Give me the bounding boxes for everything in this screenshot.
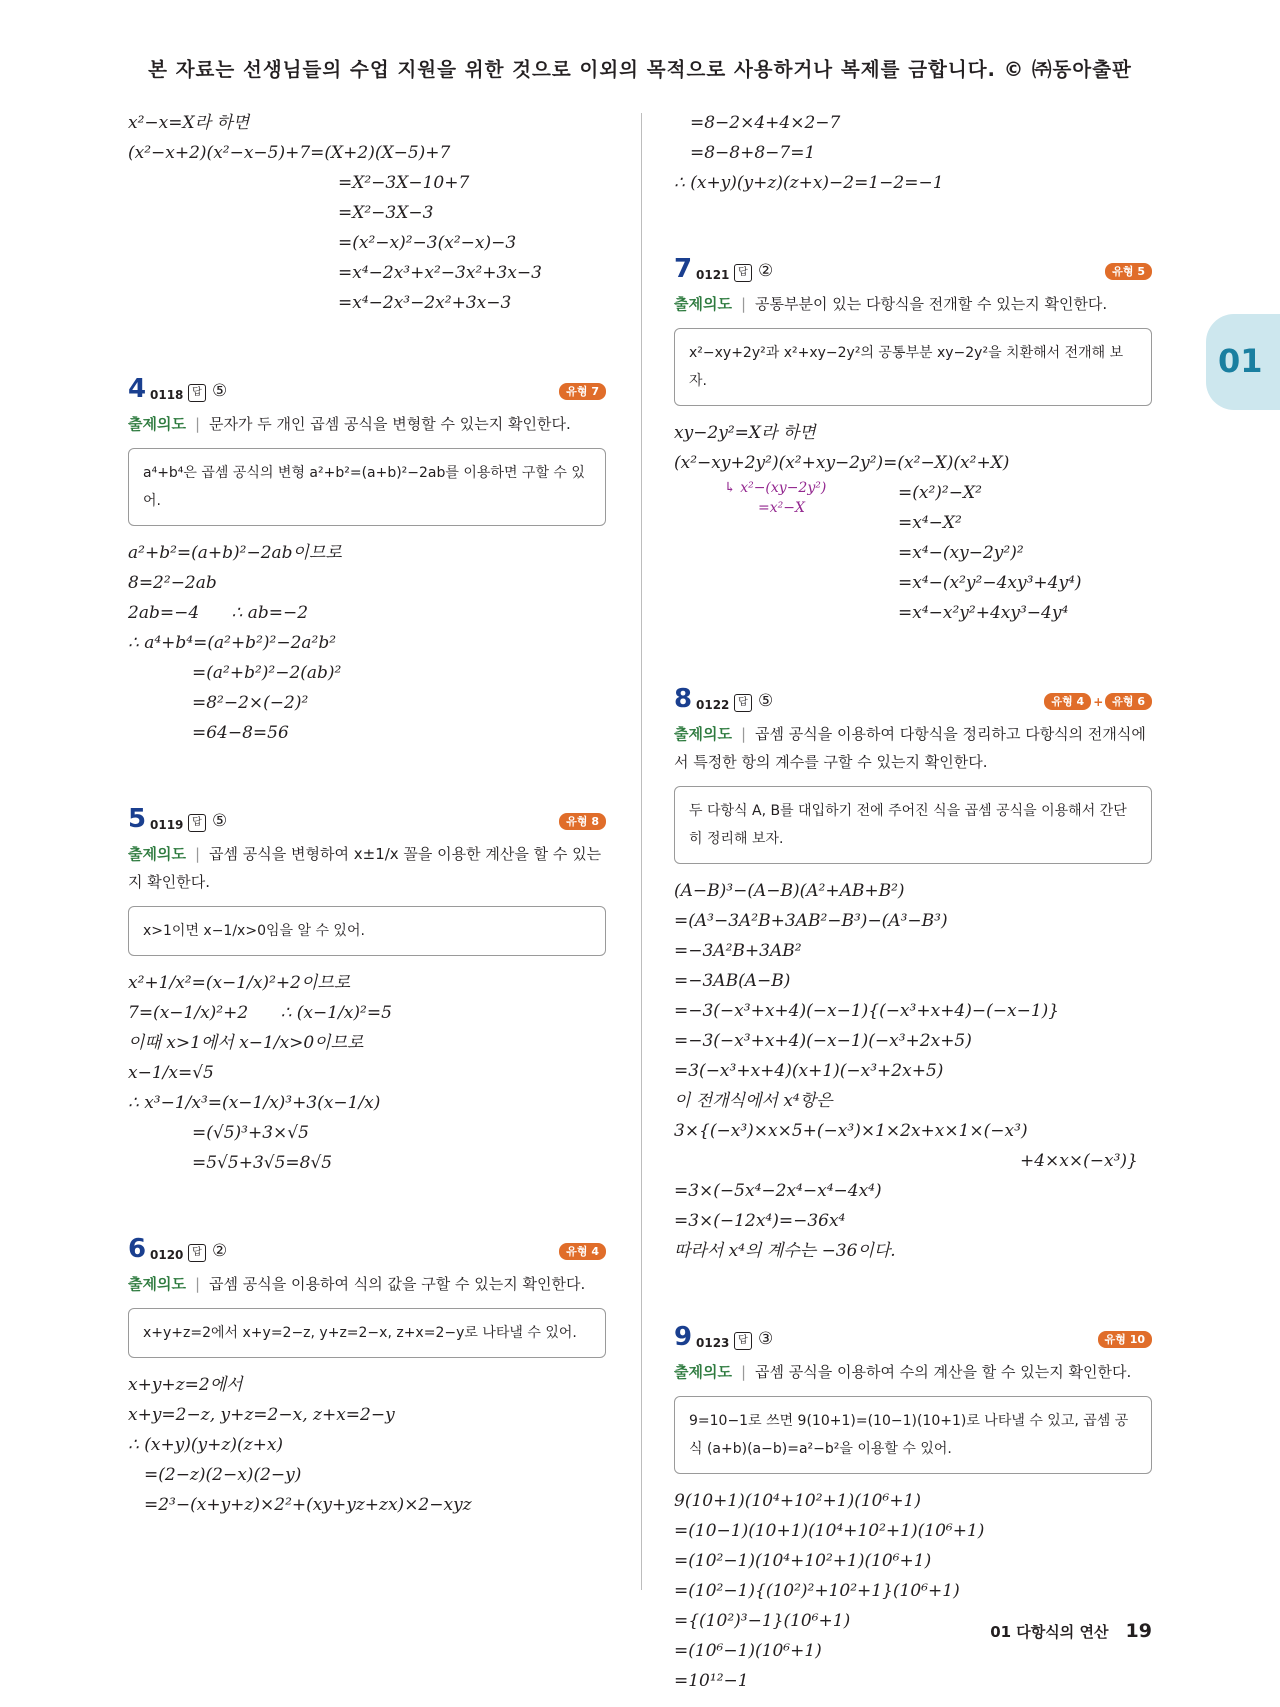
intro-solution [128,108,606,318]
math-line: (A−B)³−(A−B)(A²+AB+B²) [674,881,905,901]
hint-box: 9=10−1로 쓰면 9(10+1)=(10−1)(10+1)로 나타낼 수 있고, 곱셈 공식 (a+b)(a−b)=a²−b²을 이용할 수 있어. [674,1396,1152,1474]
problem-code: 0118 [150,388,184,402]
page-number: 19 [1125,1620,1152,1642]
math-line: =x⁴−X² [898,513,962,533]
footer-section: 01 다항식의 연산 [990,1623,1109,1641]
math-line: =(2−z)(2−x)(2−y) [144,1465,302,1485]
math-line: xy−2y²=X라 하면 [674,423,816,443]
problem-code: 0123 [696,1336,730,1350]
intent-line: 출제의도 | 공통부분이 있는 다항식을 전개할 수 있는지 확인한다. [674,295,1108,313]
badge-plus: + [1093,694,1104,709]
math-line: =8²−2×(−2)² [192,693,309,713]
annotation-line: ↳ x²−(xy−2y²) [724,480,827,496]
hint-box: x>1이면 x−1/x>0임을 알 수 있어. [128,906,606,956]
math-line: =(10²−1){(10²)²+10²+1}(10⁶+1) [674,1581,960,1601]
intent-line: 출제의도 | 곱셈 공식을 이용하여 수의 계산을 할 수 있는지 확인한다. [674,1363,1132,1381]
intent-line: 출제의도 | 곱셈 공식을 변형하여 x±1/x 꼴을 이용한 계산을 할 수 있는지 확인한다. [128,845,602,891]
math-line: =x⁴−2x³−2x²+3x−3 [338,293,512,313]
problem-header [128,376,606,410]
column-divider [641,113,642,1590]
copyright-banner: 본 자료는 선생님들의 수업 지원을 위한 것으로 이외의 목적으로 사용하거나 복제를 금합니다. © ㈜동아출판 [148,58,1132,81]
problem-answer: ⑤ [758,691,774,711]
math-line: +4×x×(−x³)} [1020,1151,1138,1171]
answer-icon: 답 [188,1244,206,1262]
answer-icon: 답 [188,814,206,832]
intent-text: 곱셈 공식을 이용하여 다항식을 정리하고 다항식의 전개식에서 특정한 항의 계수를 구할 수 있는지 확인한다. [674,725,1146,771]
math-line: ∴ (x+y)(y+z)(z+x)−2=1−2=−1 [674,173,944,193]
hint-box: a⁴+b⁴은 곱셈 공식의 변형 a²+b²=(a+b)²−2ab를 이용하면 구할 수 있어. [128,448,606,526]
problem-answer: ② [212,1241,228,1261]
problem-answer: ② [758,261,774,281]
math-line: =(10⁶−1)(10⁶+1) [674,1641,822,1661]
intent-text: 곱셈 공식을 이용하여 식의 값을 구할 수 있는지 확인한다. [209,1275,586,1293]
math-line: =(x²−x)²−3(x²−x)−3 [338,233,517,253]
type-badge: 유형 10 [1098,1331,1152,1348]
annotation-line: =x²−X [758,500,805,516]
type-badge: 유형 4 [559,1243,606,1260]
math-line: =−3(−x³+x+4)(−x−1)(−x³+2x+5) [674,1031,972,1051]
math-line: =x⁴−x²y²+4xy³−4y⁴ [898,603,1069,623]
math-line: a²+b²=(a+b)²−2ab이므로 [128,543,342,563]
problem-number: 8 [674,684,693,714]
math-line: ={(10²)³−1}(10⁶+1) [674,1611,851,1631]
math-line: =64−8=56 [192,723,289,743]
intent-label: 출제의도 [674,295,732,313]
answer-icon: 답 [188,384,206,402]
math-line: ∴ x³−1/x³=(x−1/x)³+3(x−1/x) [128,1093,381,1113]
type-badge: 유형 5 [1105,263,1152,280]
problem-header [128,1236,606,1270]
intent-text: 곱셈 공식을 변형하여 x±1/x 꼴을 이용한 계산을 할 수 있는지 확인한다. [128,845,602,891]
math-line: =3×(−12x⁴)=−36x⁴ [674,1211,846,1231]
problem-answer: ⑤ [212,381,228,401]
intent-label: 출제의도 [128,1275,186,1293]
hint-box: x²−xy+2y²과 x²+xy−2y²의 공통부분 xy−2y²을 치환해서 전개해 보자. [674,328,1152,406]
annotated-block [674,478,1152,516]
math-line: x²+1/x²=(x−1/x)²+2이므로 [128,973,351,993]
math-line: =3(−x³+x+4)(x+1)(−x³+2x+5) [674,1061,944,1081]
type-badge: 유형 4 [1044,693,1091,710]
intent-label: 출제의도 [128,845,186,863]
problem-6-continued [674,108,1152,198]
type-badge: 유형 7 [559,383,606,400]
math-line: (x²−x+2)(x²−x−5)+7=(X+2)(X−5)+7 [128,143,451,163]
type-badge: 유형 8 [559,813,606,830]
math-line: 2ab=−4 ∴ ab=−2 [128,603,309,623]
math-line: 따라서 x⁴의 계수는 −36이다. [674,1241,896,1261]
problem-5 [128,806,606,1178]
math-line: =2³−(x+y+z)×2²+(xy+yz+zx)×2−xyz [144,1495,472,1515]
math-line: =8−2×4+4×2−7 [690,113,841,133]
type-badge: 유형 6 [1105,693,1152,710]
intent-text: 곱셈 공식을 이용하여 수의 계산을 할 수 있는지 확인한다. [755,1363,1132,1381]
problem-number: 4 [128,374,147,404]
answer-icon: 답 [734,264,752,282]
problem-code: 0122 [696,698,730,712]
math-line: 9(10+1)(10⁴+10²+1)(10⁶+1) [674,1491,922,1511]
math-line: =8−8+8−7=1 [690,143,816,163]
math-line: x−1/x=√5 [128,1063,214,1083]
math-line: =5√5+3√5=8√5 [192,1153,333,1173]
substitution-note [724,478,826,518]
problem-header [674,686,1152,720]
math-line: =(√5)³+3×√5 [192,1123,309,1143]
problem-header [674,1324,1152,1358]
math-line: 3×{(−x³)×x×5+(−x³)×1×2x+x×1×(−x³) [674,1121,1028,1141]
math-line: x+y+z=2에서 [128,1375,243,1395]
math-line: x+y=2−z, y+z=2−x, z+x=2−y [128,1405,395,1425]
hint-box: 두 다항식 A, B를 대입하기 전에 주어진 식을 곱셈 공식을 이용해서 간단히 정리해 보자. [674,786,1152,864]
problem-number: 5 [128,804,147,834]
problem-header [674,256,1152,290]
math-line: =10¹²−1 [674,1671,749,1691]
intent-line: 출제의도 | 곱셈 공식을 이용하여 식의 값을 구할 수 있는지 확인한다. [128,1275,586,1293]
math-line: ∴ a⁴+b⁴=(a²+b²)²−2a²b² [128,633,337,653]
right-column [674,108,1152,1696]
problem-number: 7 [674,254,693,284]
intent-text: 문자가 두 개인 곱셈 공식을 변형할 수 있는지 확인한다. [209,415,571,433]
math-line: (x²−xy+2y²)(x²+xy−2y²)=(x²−X)(x²+X) [674,453,1010,473]
answer-icon: 답 [734,1332,752,1350]
intent-line: 출제의도 | 곱셈 공식을 이용하여 다항식을 정리하고 다항식의 전개식에서 특정한 항의 계수를 구할 수 있는지 확인한다. [674,725,1146,771]
math-line: =(10−1)(10+1)(10⁴+10²+1)(10⁶+1) [674,1521,985,1541]
math-line: =X²−3X−10+7 [338,173,470,193]
problem-8 [674,686,1152,1266]
math-line: =(10²−1)(10⁴+10²+1)(10⁶+1) [674,1551,932,1571]
math-line: =−3AB(A−B) [674,971,791,991]
intent-label: 출제의도 [674,1363,732,1381]
math-line: 이때 x>1에서 x−1/x>0이므로 [128,1033,364,1053]
problem-7 [674,256,1152,628]
intent-label: 출제의도 [674,725,732,743]
page-footer [990,1620,1152,1642]
math-line: =(A³−3A²B+3AB²−B³)−(A³−B³) [674,911,948,931]
intent-line: 출제의도 | 문자가 두 개인 곱셈 공식을 변형할 수 있는지 확인한다. [128,415,571,433]
math-line: 8=2²−2ab [128,573,217,593]
math-line: =x⁴−2x³+x²−3x²+3x−3 [338,263,542,283]
math-line: =−3(−x³+x+4)(−x−1){(−x³+x+4)−(−x−1)} [674,1001,1060,1021]
math-line: 이 전개식에서 x⁴항은 [674,1091,833,1111]
intent-label: 출제의도 [128,415,186,433]
math-line: =X²−3X−3 [338,203,434,223]
math-line: ∴ (x+y)(y+z)(z+x) [128,1435,284,1455]
problem-number: 6 [128,1234,147,1264]
problem-answer: ③ [758,1329,774,1349]
problem-code: 0120 [150,1248,184,1262]
problem-4 [128,376,606,748]
math-line: =(x²)²−X² [898,483,982,503]
problem-number: 9 [674,1322,693,1352]
math-line: =x⁴−(x²y²−4xy³+4y⁴) [898,573,1082,593]
math-line: =(a²+b²)²−2(ab)² [192,663,342,683]
answer-icon: 답 [734,694,752,712]
problem-code: 0121 [696,268,730,282]
problem-code: 0119 [150,818,184,832]
hint-box: x+y+z=2에서 x+y=2−z, y+z=2−x, z+x=2−y로 나타낼 수 있어. [128,1308,606,1358]
intent-text: 공통부분이 있는 다항식을 전개할 수 있는지 확인한다. [755,295,1108,313]
math-line: x²−x=X라 하면 [128,113,250,133]
left-column [128,108,606,1520]
problem-header [128,806,606,840]
math-line: =−3A²B+3AB² [674,941,802,961]
math-line: =3×(−5x⁴−2x⁴−x⁴−4x⁴) [674,1181,882,1201]
math-line: 7=(x−1/x)²+2 ∴ (x−1/x)²=5 [128,1003,392,1023]
chapter-side-number: 01 [1218,342,1263,380]
math-line: =x⁴−(xy−2y²)² [898,543,1024,563]
problem-6 [128,1236,606,1520]
problem-answer: ⑤ [212,811,228,831]
